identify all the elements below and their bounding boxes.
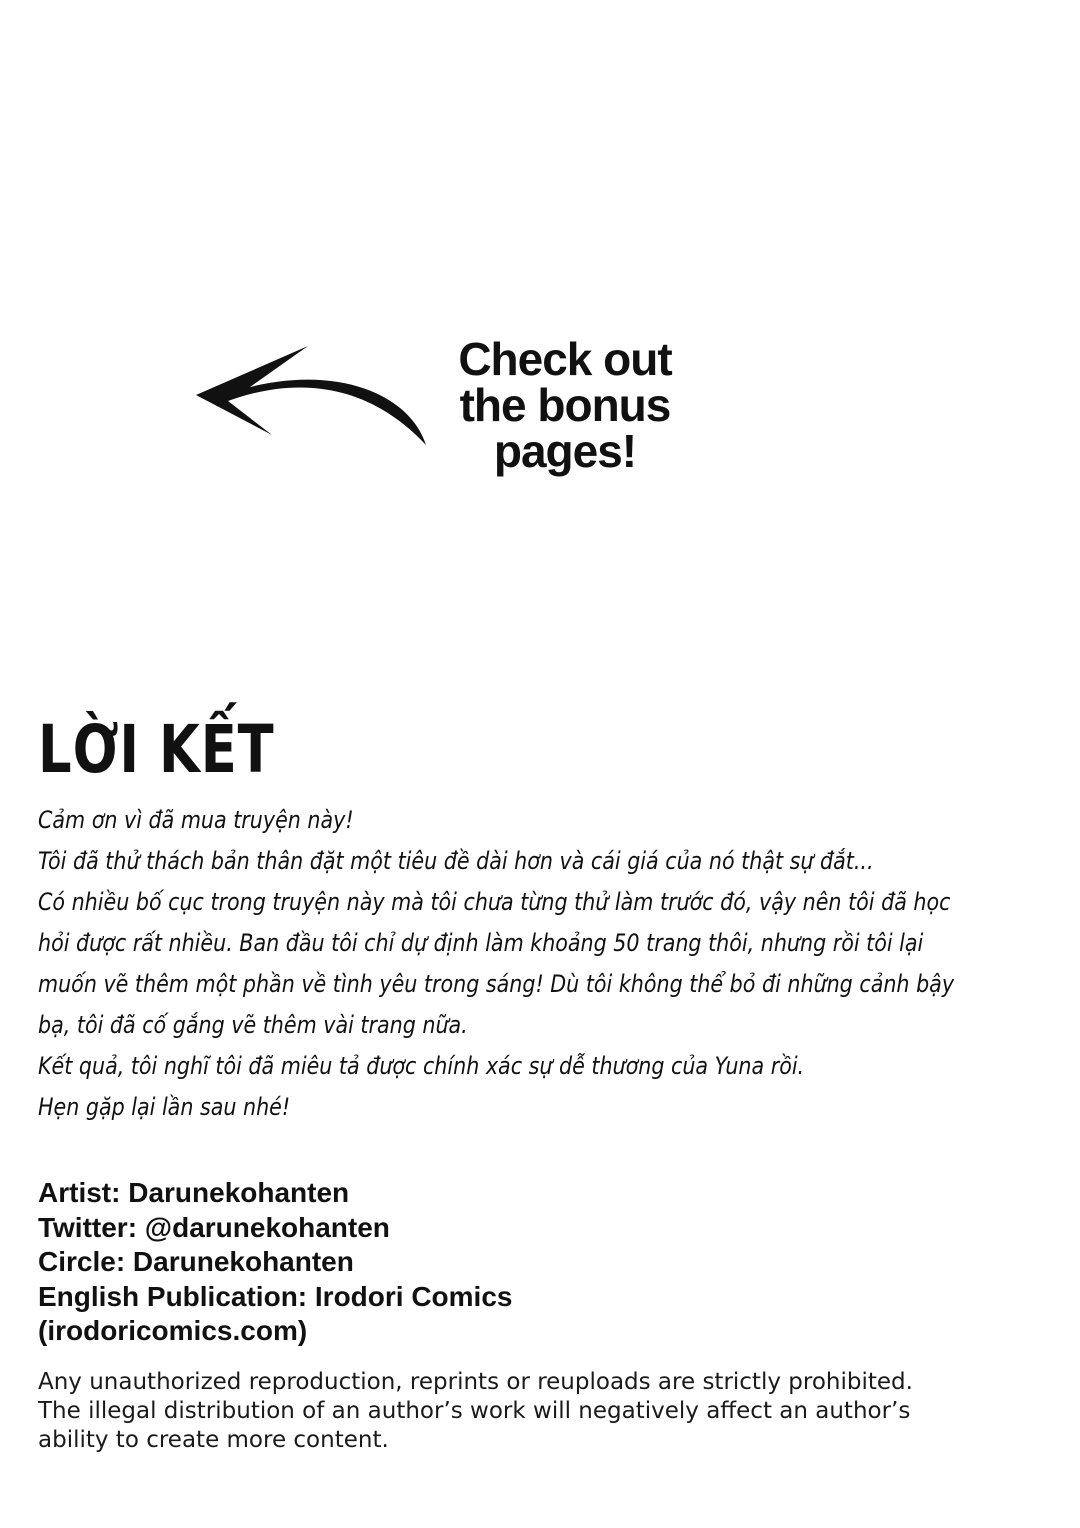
bonus-line: the bonus bbox=[459, 379, 671, 431]
afterword-line: muốn vẽ thêm một phần về tình yêu trong sáng! Dù tôi không thể bỏ đi những cảnh bậy bbox=[38, 970, 955, 998]
bonus-pages-callout bbox=[440, 333, 690, 477]
afterword-title: LỜI KẾT bbox=[38, 711, 275, 788]
disclaimer-line: ability to create more content. bbox=[38, 1427, 389, 1453]
publication-credit: English Publication: Irodori Comics bbox=[38, 1280, 513, 1312]
twitter-credit: Twitter: @darunekohanten bbox=[38, 1211, 390, 1243]
left-arrow-icon bbox=[190, 335, 440, 455]
credits bbox=[38, 1176, 512, 1349]
disclaimer-line: Any unauthorized reproduction, reprints or reuploads are strictly prohibited. bbox=[38, 1369, 913, 1395]
website-credit: (irodoricomics.com) bbox=[38, 1315, 308, 1346]
disclaimer-line: The illegal distribution of an author’s work will negatively affect an author’s bbox=[38, 1398, 911, 1424]
afterword-text bbox=[38, 800, 1048, 1128]
copyright-disclaimer bbox=[38, 1368, 1058, 1455]
artist-credit: Artist: Darunekohanten bbox=[38, 1177, 350, 1208]
bonus-line: Check out bbox=[458, 333, 672, 385]
afterword-line: Kết quả, tôi nghĩ tôi đã miêu tả được chính xác sự dễ thương của Yuna rồi. bbox=[38, 1052, 805, 1080]
afterword-line: Có nhiều bố cục trong truyện này mà tôi chưa từng thử làm trước đó, vậy nên tôi đã học bbox=[38, 888, 951, 916]
afterword-line: Tôi đã thử thách bản thân đặt một tiêu đề dài hơn và cái giá của nó thật sự đắt... bbox=[38, 847, 874, 875]
bonus-line: pages! bbox=[493, 425, 637, 477]
afterword-line: bạ, tôi đã cố gắng vẽ thêm vài trang nữa. bbox=[38, 1011, 468, 1039]
circle-credit: Circle: Darunekohanten bbox=[38, 1246, 354, 1277]
afterword-line: Hẹn gặp lại lần sau nhé! bbox=[38, 1093, 291, 1121]
afterword-line: hỏi được rất nhiều. Ban đầu tôi chỉ dự định làm khoảng 50 trang thôi, nhưng rồi tôi lại bbox=[38, 929, 924, 957]
afterword-line: Cảm ơn vì đã mua truyện này! bbox=[38, 806, 354, 834]
